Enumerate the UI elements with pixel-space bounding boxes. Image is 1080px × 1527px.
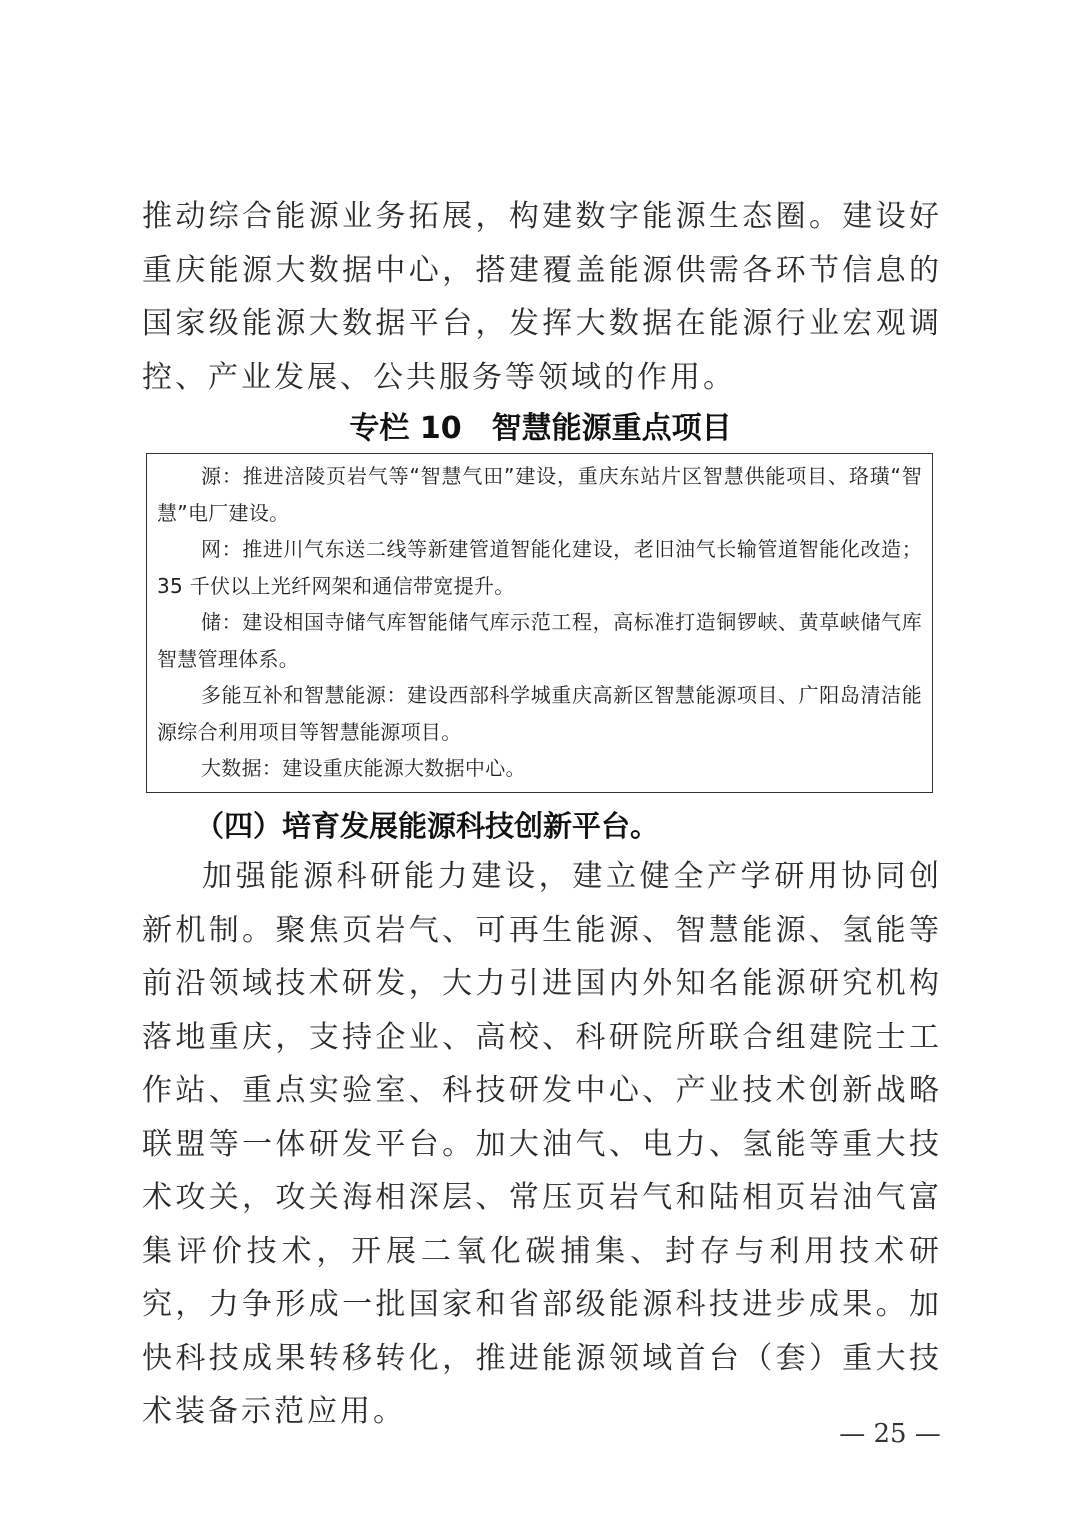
column-item-storage: 储：建设相国寺储气库智能储气库示范工程，高标准打造铜锣峡、黄草峡储气库智慧管理体系。 [157,610,922,671]
column-item-network: 网：推进川气东送二线等新建管道智能化建设，老旧油气长输管道智能化改造；35 千伏以上光纤网架和通信带宽提升。 [157,537,922,598]
section-heading: （四）培育发展能源科技创新平台。 [195,809,660,843]
body-paragraph: 加强能源科研能力建设，建立健全产学研用协同创新机制。聚焦页岩气、可再生能源、智慧能源、氢能等前沿领域技术研发，大力引进国内外知名能源研究机构落地重庆，支持企业、高校、科研院所联合组建院士工作站、重点实验室、科技研发中心、产业技术创新战略联盟等一体研发平台。加大油气、电力、氢能等重大技术攻关，攻关海相深层、常压页岩气和陆相页岩油气富集评价技术，开展二氧化碳捕集、封存与利用技术研究，力争形成一批国家和省部级能源科技进步成果。加快科技成果转移转化，推进能源领域首台（套）重大技术装备示范应用。 [142,859,942,1429]
page-number: — 25 — [839,1419,941,1449]
column-item-source: 源：推进涪陵页岩气等“智慧气田”建设，重庆东站片区智慧供能项目、珞璜“智慧”电厂建设。 [157,464,922,525]
column-box [146,453,933,793]
column-item-big-data: 大数据：建设重庆能源大数据中心。 [201,756,526,780]
column-item-multi-energy: 多能互补和智慧能源：建设西部科学城重庆高新区智慧能源项目、广阳岛清洁能源综合利用项目等智慧能源项目。 [157,683,922,744]
intro-paragraph: 推动综合能源业务拓展，构建数字能源生态圈。建设好重庆能源大数据中心，搭建覆盖能源供需各环节信息的国家级能源大数据平台，发挥大数据在能源行业宏观调控、产业发展、公共服务等领域的作用。 [142,199,942,395]
column-box-title: 专栏 10 智慧能源重点项目 [349,411,732,446]
